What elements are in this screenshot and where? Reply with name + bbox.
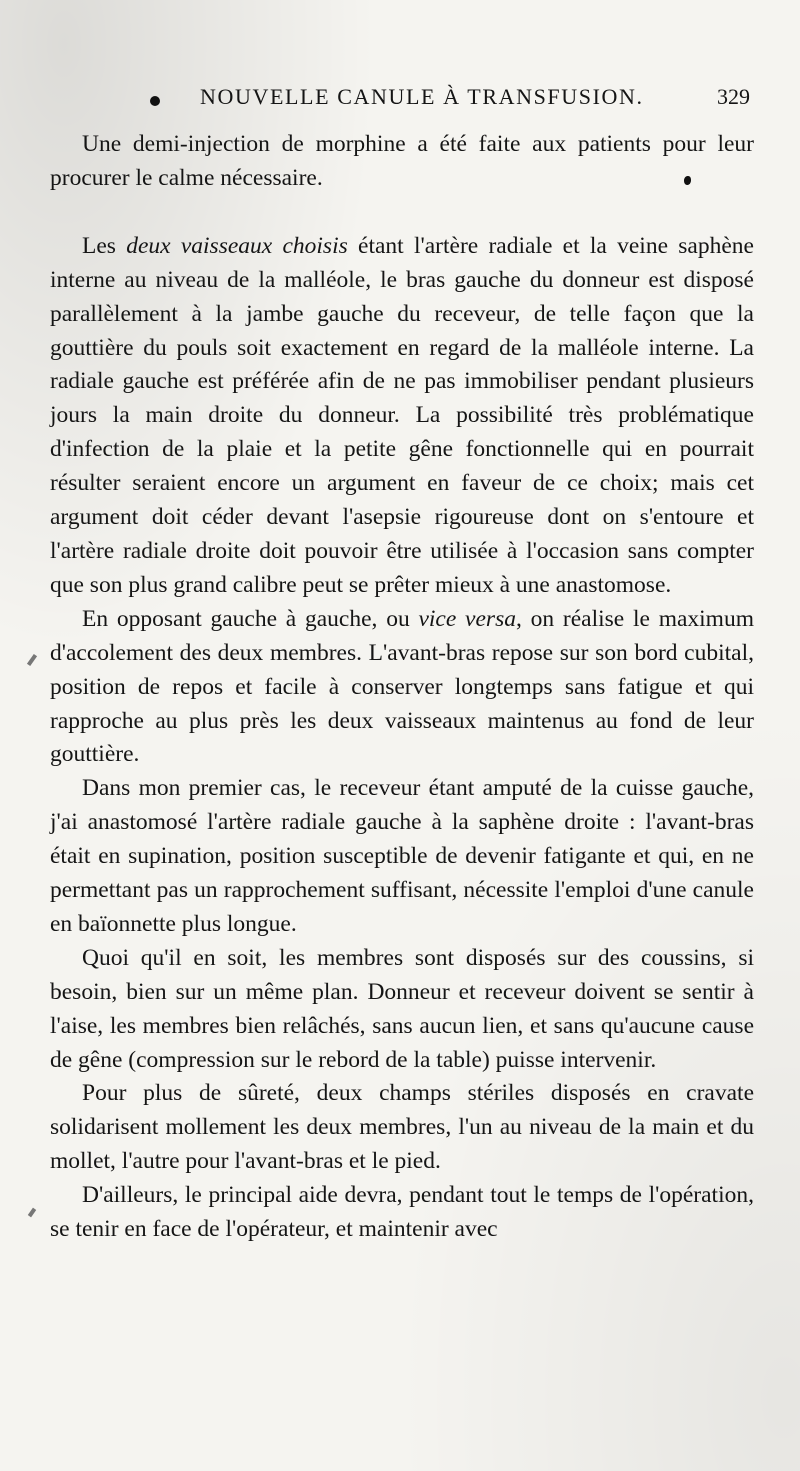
- margin-mark: [27, 654, 37, 666]
- page-number: 329: [717, 84, 750, 109]
- text-run: , on réalise le maximum d'accolement des deux membres. L'avant-bras repose sur son bord cubital, position de repos et facile à conserver longtemps sans fatigue et qui rapproche au plus près les deux vaisseaux maintenus au fond de leur gouttière.: [50, 605, 754, 768]
- italic-phrase: deux vaisseaux choisis: [126, 232, 348, 259]
- margin-mark: [28, 1208, 36, 1218]
- paragraph: [50, 230, 754, 603]
- text-run: Dans mon premier cas, le receveur étant amputé de la cuisse gauche, j'ai anastomosé l'artère radiale gauche à la saphène droite : l'avant-bras était en supination, position susceptible de devenir fatigante et qui, en ne permettant pas un rapprochement suffisant, nécessite l'emploi d'une canule en baïonnette plus longue.: [50, 775, 754, 937]
- text-run: Les: [82, 232, 127, 259]
- paragraph: [50, 942, 754, 1078]
- text-run: étant l'artère radiale et la veine saphène interne au niveau de la malléole, le bras gauche du donneur est disposé parallèlement à la jambe gauche du receveur, de telle façon que la gouttière du pouls soit exactement en regard de la malléole interne. La radiale gauche est préférée afin de ne pas immobiliser pendant plusieurs jours la main droite du donneur. La possibilité très problématique d'infection de la plaie et la petite gêne fonctionnelle qui en pourrait résulter seraient encore un argument en faveur de ce choix; mais cet argument doit céder devant l'asepsie rigoureuse dont on s'entoure et l'artère radiale droite doit pouvoir être utilisée à l'occasion sans compter que son plus grand calibre peut se prêter mieux à une anastomose.: [50, 232, 754, 598]
- running-header: [150, 84, 750, 116]
- running-title: NOUVELLE CANULE À TRANSFUSION.: [200, 84, 644, 109]
- text-run: En opposant gauche à gauche, ou: [82, 605, 419, 632]
- text-run: Pour plus de sûreté, deux champs stériles disposés en cravate solidarisent mollement les deux membres, l'un au niveau de la main et du mollet, l'autre pour l'avant-bras et le pied.: [50, 1080, 754, 1175]
- text-run: D'ailleurs, le principal aide devra, pendant tout le temps de l'opération, se tenir en face de l'opérateur, et maintenir avec: [50, 1182, 754, 1243]
- paragraph: [50, 1179, 754, 1247]
- ink-dot: [150, 96, 160, 106]
- paragraph: [50, 128, 754, 196]
- paragraph: [50, 1077, 754, 1179]
- body-text: [50, 128, 754, 1247]
- text-run: Une demi-injection de morphine a été faite aux patients pour leur procurer le calme nécessaire.: [50, 131, 754, 191]
- text-run: Quoi qu'il en soit, les membres sont disposés sur des coussins, si besoin, bien sur un même plan. Donneur et receveur doivent se sentir à l'aise, les membres bien relâchés, sans aucun lien, et sans qu'aucune cause de gêne (compression sur le rebord de la table) puisse intervenir.: [50, 944, 754, 1073]
- ink-speck: [684, 176, 691, 185]
- paragraph: [50, 603, 754, 773]
- paragraph: [50, 772, 754, 942]
- italic-phrase: vice versa: [418, 605, 516, 632]
